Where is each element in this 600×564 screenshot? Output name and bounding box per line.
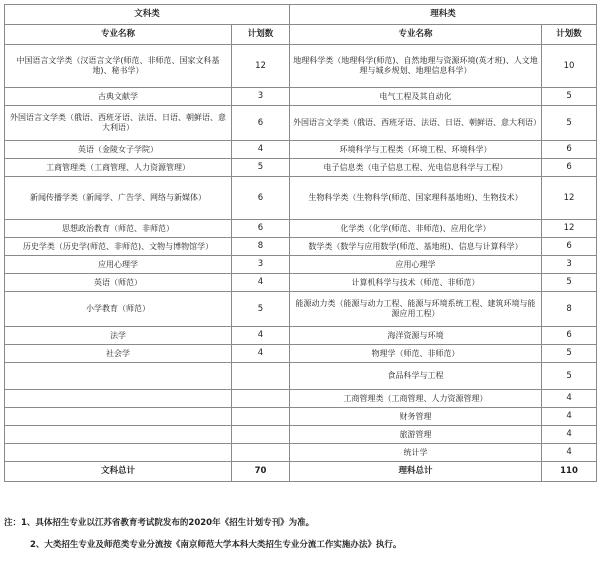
science-total-value: 110: [542, 462, 597, 482]
arts-count-cell: 8: [232, 238, 290, 256]
science-major-cell: 电子信息类（电子信息工程、光电信息科学与工程）: [290, 159, 542, 177]
arts-major-cell: 英语（金陵女子学院）: [5, 141, 232, 159]
science-major-cell: 地理科学类（地理科学(师范)、自然地理与资源环境(英才班)、人文地理与城乡规划、地理信息科学）: [290, 45, 542, 88]
table-row: [5, 141, 597, 159]
science-count-cell: 12: [542, 177, 597, 220]
science-total-label: 理科总计: [290, 462, 542, 482]
science-count-cell: 12: [542, 220, 597, 238]
arts-count-cell: [232, 363, 290, 390]
science-major-cell: 海洋资源与环境: [290, 327, 542, 345]
arts-major-cell: [5, 363, 232, 390]
table-row: [5, 363, 597, 390]
science-count-cell: 3: [542, 256, 597, 274]
table-row: [5, 274, 597, 292]
table-row: [5, 426, 597, 444]
science-major-cell: 财务管理: [290, 408, 542, 426]
table-row: [5, 345, 597, 363]
arts-count-cell: 5: [232, 159, 290, 177]
arts-major-cell: 法学: [5, 327, 232, 345]
arts-count-cell: 4: [232, 345, 290, 363]
arts-major-cell: 新闻传播学类（新闻学、广告学、网络与新媒体）: [5, 177, 232, 220]
arts-count-cell: [232, 390, 290, 408]
science-count-cell: 5: [542, 345, 597, 363]
arts-major-cell: 英语（师范）: [5, 274, 232, 292]
arts-major-cell: [5, 444, 232, 462]
table-row: [5, 256, 597, 274]
arts-major-cell: 工商管理类（工商管理、人力资源管理）: [5, 159, 232, 177]
totals-row: [5, 462, 597, 482]
science-major-cell: 外国语言文学类（俄语、西班牙语、法语、日语、朝鲜语、意大利语）: [290, 106, 542, 141]
category-header-row: [5, 5, 597, 25]
science-count-cell: 5: [542, 274, 597, 292]
science-major-cell: 化学类（化学(师范、非师范)、应用化学）: [290, 220, 542, 238]
arts-count-cell: 6: [232, 106, 290, 141]
table-row: [5, 88, 597, 106]
arts-major-name-header: 专业名称: [5, 25, 232, 45]
arts-major-cell: 小学教育（师范）: [5, 292, 232, 327]
table-row: [5, 159, 597, 177]
table-row: [5, 444, 597, 462]
table-row: [5, 238, 597, 256]
science-count-cell: 4: [542, 408, 597, 426]
arts-count-cell: 3: [232, 256, 290, 274]
science-count-cell: 6: [542, 141, 597, 159]
science-major-cell: 旅游管理: [290, 426, 542, 444]
science-major-cell: 环境科学与工程类（环境工程、环境科学）: [290, 141, 542, 159]
arts-count-cell: [232, 426, 290, 444]
science-count-cell: 6: [542, 238, 597, 256]
arts-major-cell: 应用心理学: [5, 256, 232, 274]
column-header-row: [5, 25, 597, 45]
arts-total-value: 70: [232, 462, 290, 482]
science-major-cell: 物理学（师范、非师范）: [290, 345, 542, 363]
arts-major-cell: [5, 390, 232, 408]
table-row: [5, 177, 597, 220]
science-category-title: 理科类: [290, 5, 597, 25]
arts-plan-count-header: 计划数: [232, 25, 290, 45]
arts-count-cell: [232, 444, 290, 462]
table-row: [5, 327, 597, 345]
science-major-cell: 生物科学类（生物科学(师范、国家理科基地班)、生物技术）: [290, 177, 542, 220]
science-major-cell: 计算机科学与技术（师范、非师范）: [290, 274, 542, 292]
arts-major-cell: 古典文献学: [5, 88, 232, 106]
science-major-cell: 食品科学与工程: [290, 363, 542, 390]
science-count-cell: 5: [542, 363, 597, 390]
arts-major-cell: 思想政治教育（师范、非师范）: [5, 220, 232, 238]
arts-count-cell: 5: [232, 292, 290, 327]
science-major-cell: 能源动力类（能源与动力工程、能源与环境系统工程、建筑环境与能源应用工程）: [290, 292, 542, 327]
arts-count-cell: 3: [232, 88, 290, 106]
science-count-cell: 4: [542, 426, 597, 444]
table-row: [5, 106, 597, 141]
science-major-cell: 应用心理学: [290, 256, 542, 274]
science-count-cell: 6: [542, 159, 597, 177]
science-count-cell: 5: [542, 88, 597, 106]
arts-major-cell: 社会学: [5, 345, 232, 363]
arts-count-cell: 4: [232, 327, 290, 345]
science-major-cell: 统计学: [290, 444, 542, 462]
arts-major-cell: [5, 408, 232, 426]
arts-major-cell: 外国语言文学类（俄语、西班牙语、法语、日语、朝鲜语、意大利语）: [5, 106, 232, 141]
table-row: [5, 390, 597, 408]
arts-count-cell: 4: [232, 274, 290, 292]
notes-section: [4, 516, 596, 560]
arts-major-cell: 中国语言文学类（汉语言文学(师范、非师范、国家文科基地)、秘书学）: [5, 45, 232, 88]
science-major-name-header: 专业名称: [290, 25, 542, 45]
arts-major-cell: 历史学类（历史学(师范、非师范)、文物与博物馆学）: [5, 238, 232, 256]
science-major-cell: 电气工程及其自动化: [290, 88, 542, 106]
science-count-cell: 8: [542, 292, 597, 327]
science-major-cell: 数学类（数学与应用数学(师范、基地班)、信息与计算科学）: [290, 238, 542, 256]
table-row: [5, 408, 597, 426]
arts-category-title: 文科类: [5, 5, 290, 25]
arts-count-cell: 6: [232, 220, 290, 238]
science-count-cell: 4: [542, 444, 597, 462]
arts-count-cell: 6: [232, 177, 290, 220]
table-row: [5, 45, 597, 88]
arts-count-cell: 4: [232, 141, 290, 159]
science-major-cell: 工商管理类（工商管理、人力资源管理）: [290, 390, 542, 408]
note-1: 注：1、具体招生专业以江苏省教育考试院发布的2020年《招生计划专刊》为准。: [4, 518, 315, 528]
note-2: 2、大类招生专业及师范类专业分流按《南京师范大学本科大类招生专业分流工作实施办法》执行。: [30, 540, 402, 550]
arts-count-cell: [232, 408, 290, 426]
arts-major-cell: [5, 426, 232, 444]
science-count-cell: 5: [542, 106, 597, 141]
enrollment-plan-table: [4, 4, 597, 482]
science-count-cell: 4: [542, 390, 597, 408]
science-count-cell: 10: [542, 45, 597, 88]
table-row: [5, 292, 597, 327]
arts-count-cell: 12: [232, 45, 290, 88]
table-row: [5, 220, 597, 238]
science-plan-count-header: 计划数: [542, 25, 597, 45]
science-count-cell: 6: [542, 327, 597, 345]
plan-table-wrapper: [4, 4, 596, 482]
arts-total-label: 文科总计: [5, 462, 232, 482]
